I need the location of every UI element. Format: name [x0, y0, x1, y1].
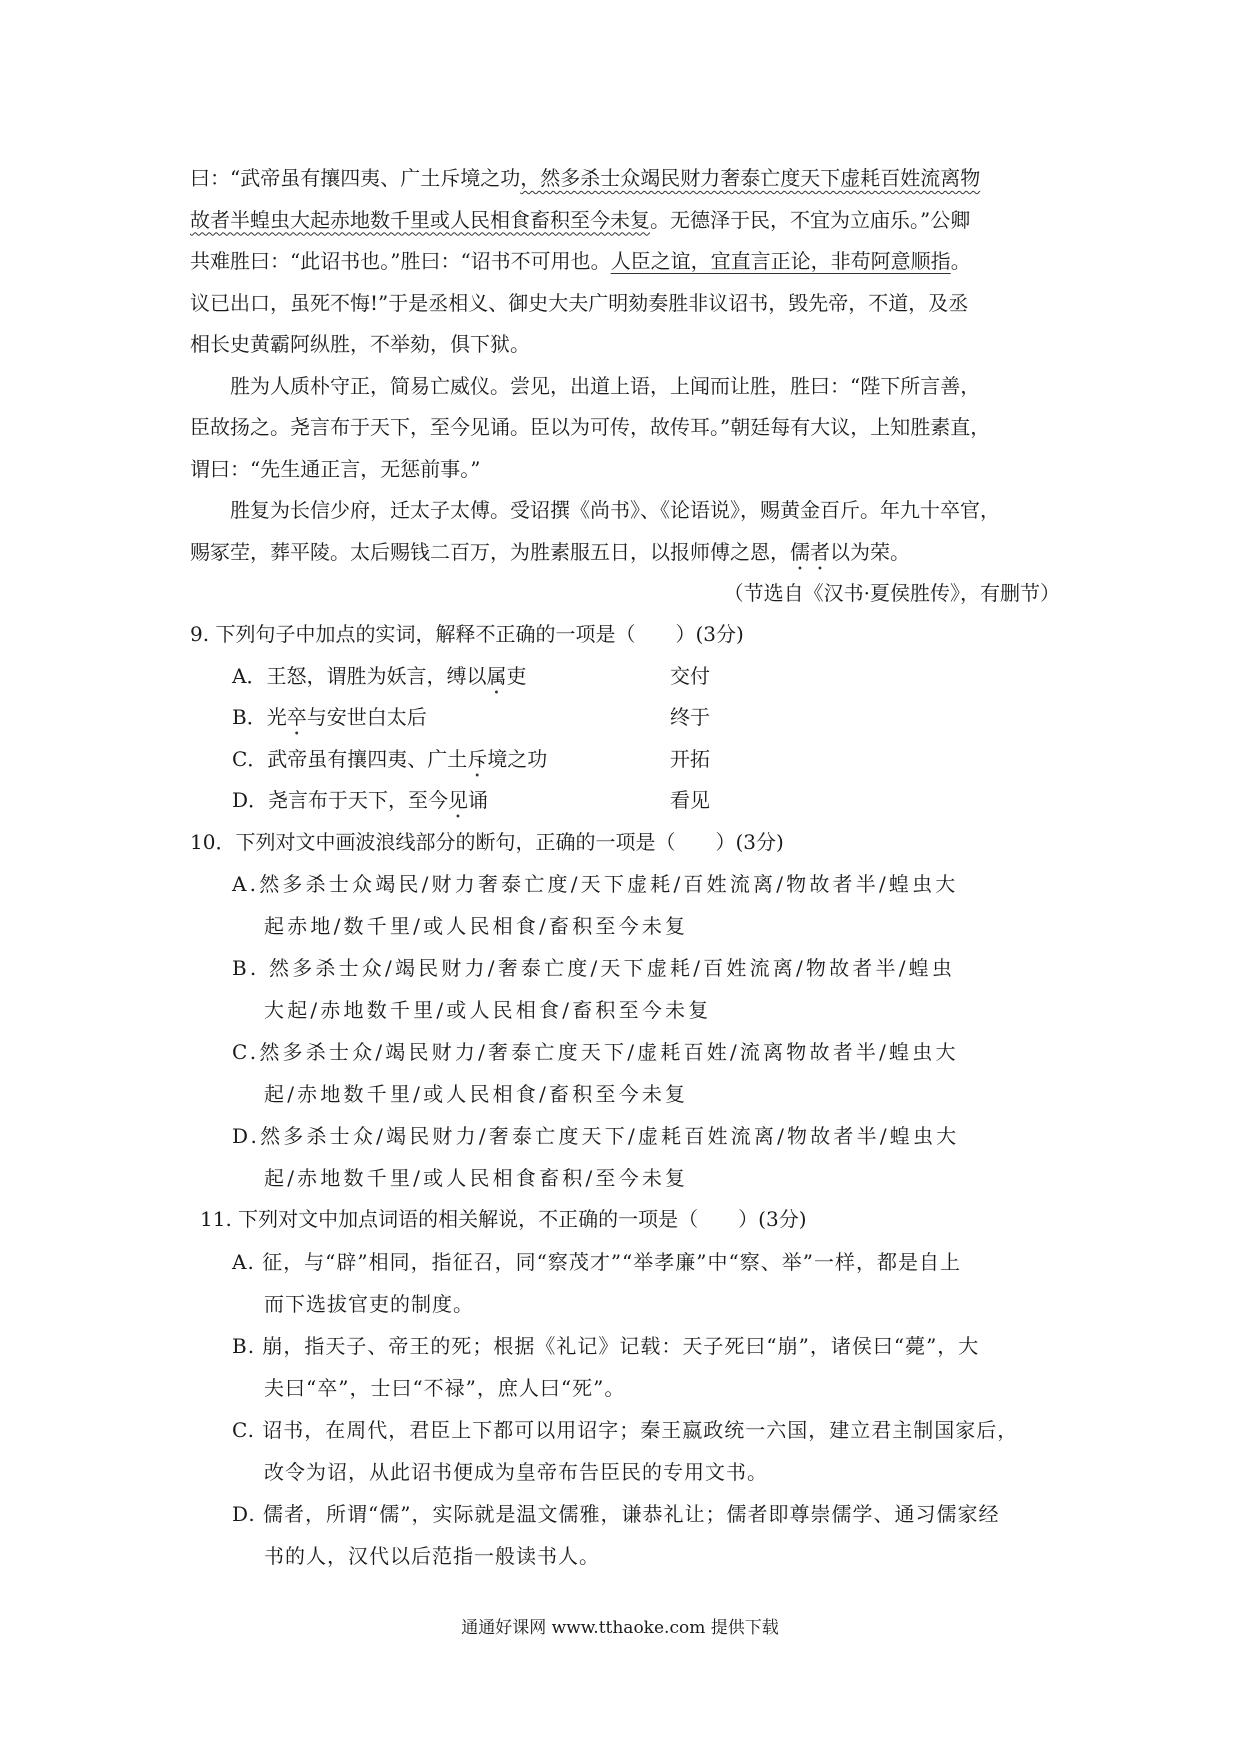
passage-text: 共难胜曰：“此诏书也。”胜曰：“诏书不可用也。: [190, 249, 611, 273]
passage-line: [190, 532, 1060, 574]
question-11-option-d: D. 儒者，所谓“儒”，实际就是温文儒雅，谦恭礼让；儒者即尊崇儒学、通习儒家经 书的人，汉代以后范指一般读书人。: [232, 1501, 1000, 1568]
wavy-underlined-text: ，然多杀士众竭民财力奢泰亡度天下虚耗百姓流离物: [520, 166, 981, 190]
question-9-option-c: C．武帝虽有攘四夷、广土斥境之功 开拓: [190, 739, 1070, 781]
passage-line: [190, 200, 1060, 242]
question-10-stem: 10．下列对文中画波浪线部分的断句，正确的一项是（ ）(3分): [190, 829, 784, 854]
passage-line: 相长史黄霸阿纵胜，不举劾，俱下狱。: [190, 332, 530, 356]
dotted-word: 见: [448, 788, 469, 812]
passage-line: 胜为人质朴守正，简易亡威仪。尝见，出道上语，上闻而让胜，胜曰：“陛下所言善，: [230, 373, 981, 398]
question-11-stem: 11. 下列对文中加点词语的相关解说，不正确的一项是（ ）(3分): [200, 1207, 807, 1231]
question-9-stem: 9. 下列句子中加点的实词，解释不正确的一项是（ ）(3分): [190, 622, 744, 646]
question-11-option-b: B. 崩，指天子、帝王的死；根据《礼记》记载：天子死曰“崩”，诸侯曰“薨”，大 夫曰“卒”，士曰“不禄”，庶人曰“死”。: [232, 1333, 980, 1400]
passage-source: （节选自《汉书·夏侯胜传》，有删节）: [723, 581, 1060, 605]
passage-line: [190, 158, 1060, 200]
reading-passage: [190, 158, 1060, 615]
passage-line: 议已出口，虽死不悔!”于是丞相义、御史大夫广明劾奏胜非议诏书，毁先帝，不道，及丞: [190, 290, 969, 315]
page-footer: 通通好课网 www.tthaoke.com 提供下载: [461, 1618, 779, 1638]
passage-text: 以为荣。: [830, 539, 910, 564]
option-answer: 终于: [670, 705, 710, 729]
underlined-sentence: 人臣之谊，宜直言正论，非苟阿意顺指: [610, 249, 951, 273]
question-9-option-d: D．尧言布于天下，至今见诵 看见: [190, 780, 1070, 822]
passage-line: 臣故扬之。尧言布于天下，至今见诵。臣以为可传，故传耳。”朝廷每有大议，上知胜素直，: [190, 415, 991, 439]
questions-section: [190, 614, 1070, 1577]
option-answer: 开拓: [670, 746, 710, 771]
question-10-option-a: A.然多杀士众竭民/财力奢泰亡度/天下虚耗/百姓流离/物故者半/蝗虫大 起赤地/数千里/或人民相食/畜积至今未复: [232, 872, 959, 938]
dotted-word: 属: [486, 663, 507, 688]
passage-line: 胜复为长信少府，迁太子太傅。受诏撰《尚书》、《论语说》，赐黄金百斤。年九十卒官，: [230, 498, 1000, 522]
passage-text: 。无德泽于民，不宜为立庙乐。”公卿: [650, 207, 971, 232]
wavy-underlined-text: 故者半蝗虫大起赤地数千里或人民相食畜积至今未复: [190, 207, 650, 232]
dotted-word: 斥: [467, 746, 488, 771]
option-answer: 看见: [670, 788, 710, 812]
question-11-option-a: A. 征，与“辟”相同，指征召，同“察茂才”“举孝廉”中“察、举”一样，都是自上 而下选拔官吏的制度。: [232, 1249, 961, 1316]
question-10-option-b: B. 然多杀士众/竭民财力/奢泰亡度/天下虚耗/百姓流离/物故者半/蝗虫 大起/赤地数千里/或人民相食/畜积至今未复: [232, 956, 956, 1022]
option-answer: 交付: [670, 663, 710, 688]
question-11-option-c: C. 诏书，在周代，君臣上下都可以用诏字；秦王嬴政统一六国，建立君主制国家后， 改令为诏，从此诏书便成为皇帝布告臣民的专用文书。: [232, 1417, 1019, 1484]
dotted-word: 卒: [286, 705, 307, 729]
passage-text: 赐冢茔，葬平陵。太后赐钱二百万，为胜素服五日，以报师傅之恩，: [190, 539, 790, 564]
question-10-option-d: D.然多杀士众/竭民财力/奢泰亡度天下/虚耗百姓流离/物故者半/蝗虫大 起/赤地数千里/或人民相食畜积/至今未复: [232, 1124, 960, 1190]
passage-text: 曰：“武帝虽有攘四夷、广土斥境之功: [190, 166, 521, 190]
passage-line: [190, 241, 1060, 283]
passage-line: 谓曰：“先生通正言，无惩前事。”: [190, 456, 481, 481]
question-9-option-b: B．光卒与安世白太后 终于: [190, 697, 1070, 739]
question-9-option-a: A．王怒，谓胜为妖言，缚以属吏 交付: [190, 656, 1070, 698]
passage-text: 。: [950, 249, 971, 273]
dotted-word: 儒者: [790, 539, 830, 564]
question-10-option-c: C.然多杀士众/竭民财力/奢泰亡度天下/虚耗百姓/流离物故者半/蝗虫大 起/赤地数千里/或人民相食/畜积至今未复: [232, 1040, 959, 1106]
